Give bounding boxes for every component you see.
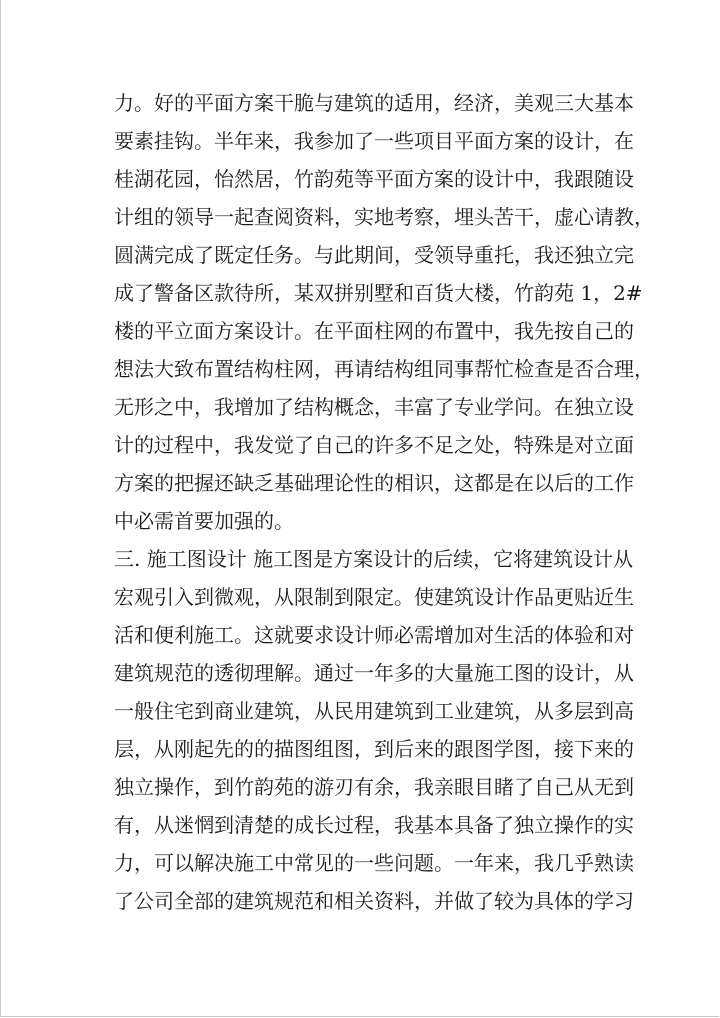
text-line: 无形之中，我增加了结构概念，丰富了专业学问。在独立设	[114, 395, 634, 419]
text-line: 桂湖花园，怡然居，竹韵苑等平面方案的设计中，我跟随设	[114, 167, 634, 191]
text-line: 建筑规范的透彻理解。通过一年多的大量施工图的设计，从	[114, 661, 634, 685]
text-line: 宏观引入到微观，从限制到限定。使建筑设计作品更贴近生	[114, 585, 634, 609]
text-line: 力。好的平面方案干脆与建筑的适用，经济，美观三大基本	[114, 91, 634, 115]
text-line: 独立操作，到竹韵苑的游刃有余，我亲眼目睹了自己从无到	[114, 775, 634, 799]
text-line: 活和便利施工。这就要求设计师必需增加对生活的体验和对	[114, 623, 634, 647]
text-line: 了公司全部的建筑规范和相关资料，并做了较为具体的学习	[114, 889, 634, 913]
text-line: 一般住宅到商业建筑，从民用建筑到工业建筑，从多层到高	[114, 699, 634, 723]
text-line: 中必需首要加强的。	[114, 509, 294, 533]
text-line: 圆满完成了既定任务。与此期间，受领导重托，我还独立完	[114, 243, 634, 267]
text-line: 层，从刚起先的的描图组图，到后来的跟图学图，接下来的	[114, 737, 634, 761]
text-line: 成了警备区款待所，某双拼别墅和百货大楼，竹韵苑 1，2#	[114, 281, 643, 305]
text-line: 要素挂钩。半年来，我参加了一些项目平面方案的设计，在	[114, 129, 634, 153]
text-line: 方案的把握还缺乏基础理论性的相识，这都是在以后的工作	[114, 471, 634, 495]
text-line: 计的过程中，我发觉了自己的许多不足之处，特殊是对立面	[114, 433, 634, 457]
section-heading-line: 三. 施工图设计 施工图是方案设计的后续，它将建筑设计从	[114, 547, 634, 571]
text-line: 计组的领导一起查阅资料，实地考察，埋头苦干，虚心请教，	[114, 205, 654, 229]
text-line: 有，从迷惘到清楚的成长过程，我基本具备了独立操作的实	[114, 813, 634, 837]
text-line: 想法大致布置结构柱网，再请结构组同事帮忙检查是否合理，	[114, 357, 654, 381]
body-text	[114, 84, 654, 920]
text-line: 力，可以解决施工中常见的一些问题。一年来，我几乎熟读	[114, 851, 634, 875]
text-line: 楼的平立面方案设计。在平面柱网的布置中，我先按自己的	[114, 319, 634, 343]
